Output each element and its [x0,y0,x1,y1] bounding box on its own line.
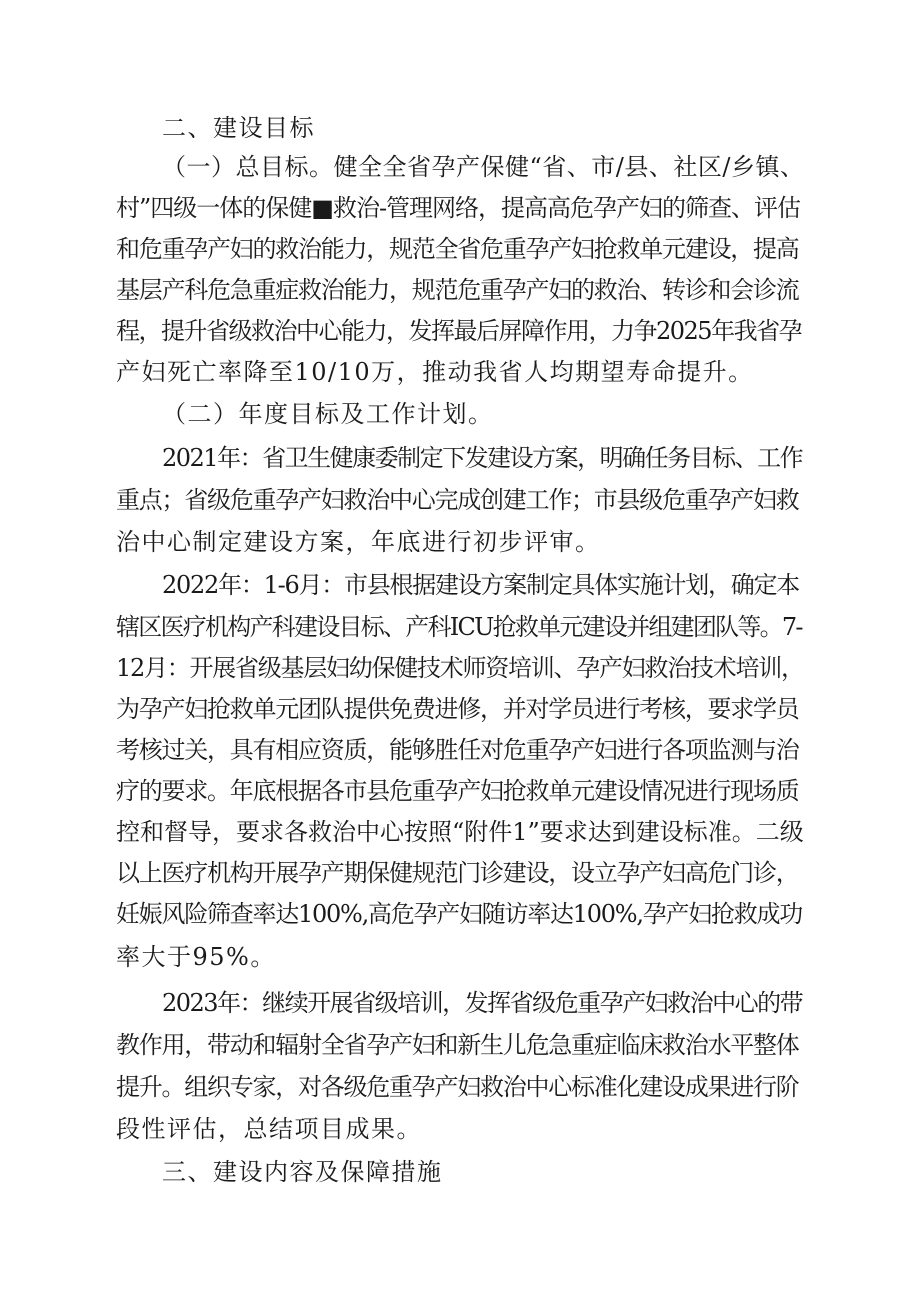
text-line: 治中心制定建设方案，年底进行初步评审。 [116,528,601,556]
text-line: 产妇死亡率降至10/10万，推动我省人均期望寿命提升。 [116,358,754,386]
text-line: 基层产科危急重症救治能力，规范危重孕产妇的救治、转诊和会诊流 [116,276,799,304]
text-line: 12月：开展省级基层妇幼保健技术师资培训、孕产妇救治技术培训， [116,654,804,682]
text-line: 考核过关，具有相应资质，能够胜任对危重孕产妇进行各项监测与治 [116,736,799,764]
text-line: 为孕产妇抢救单元团队提供免费进修，并对学员进行考核，要求学员 [116,695,799,723]
text-line: 2021年：省卫生健康委制定下发建设方案，明确任务目标、工作 [162,444,803,472]
text-line: 程，提升省级救治中心能力，发挥最后屏障作用，力争2025年我省孕 [116,317,802,345]
text-line: 段性评估，总结项目成果。 [116,1115,422,1143]
text-line: 率大于95%。 [116,943,276,971]
text-line: 和危重孕产妇的救治能力，规范全省危重孕产妇抢救单元建设，提高 [116,235,799,263]
text-line: 2022年：1-6月：市县根据建设方案制定具体实施计划，确定本 [162,571,799,599]
section-heading-2: 二、建设目标 [162,114,315,142]
subsection-heading: （二）年度目标及工作计划。 [162,400,494,428]
section-heading-3: 三、建设内容及保障措施 [162,1158,443,1186]
text-line: 村”四级一体的保健■救治-管理网络，提高高危孕产妇的筛查、评估 [116,194,801,222]
text-line: 重点；省级危重孕产妇救治中心完成创建工作；市县级危重孕产妇救 [116,486,799,514]
text-line: 教作用，带动和辐射全省孕产妇和新生儿危急重症临床救治水平整体 [116,1031,799,1059]
text-line: 以上医疗机构开展孕产期保健规范门诊建设，设立孕产妇高危门诊， [116,859,799,887]
text-line: 控和督导，要求各救治中心按照“附件1”要求达到建设标准。二级 [116,818,804,846]
text-line: 2023年：继续开展省级培训，发挥省级危重孕产妇救治中心的带 [162,989,803,1017]
text-line: 疗的要求。年底根据各市县危重孕产妇抢救单元建设情况进行现场质 [116,777,799,805]
text-line: 辖区医疗机构产科建设目标、产科ICU抢救单元建设并组建团队等。7- [116,613,802,641]
text-line: 提升。组织专家，对各级危重孕产妇救治中心标准化建设成果进行阶 [116,1073,799,1101]
text-line: （一）总目标。健全全省孕产保健“省、市/县、社区/乡镇、 [162,153,805,181]
text-line: 妊娠风险筛查率达100%,高危孕产妇随访率达100%,孕产妇抢救成功 [116,900,802,928]
